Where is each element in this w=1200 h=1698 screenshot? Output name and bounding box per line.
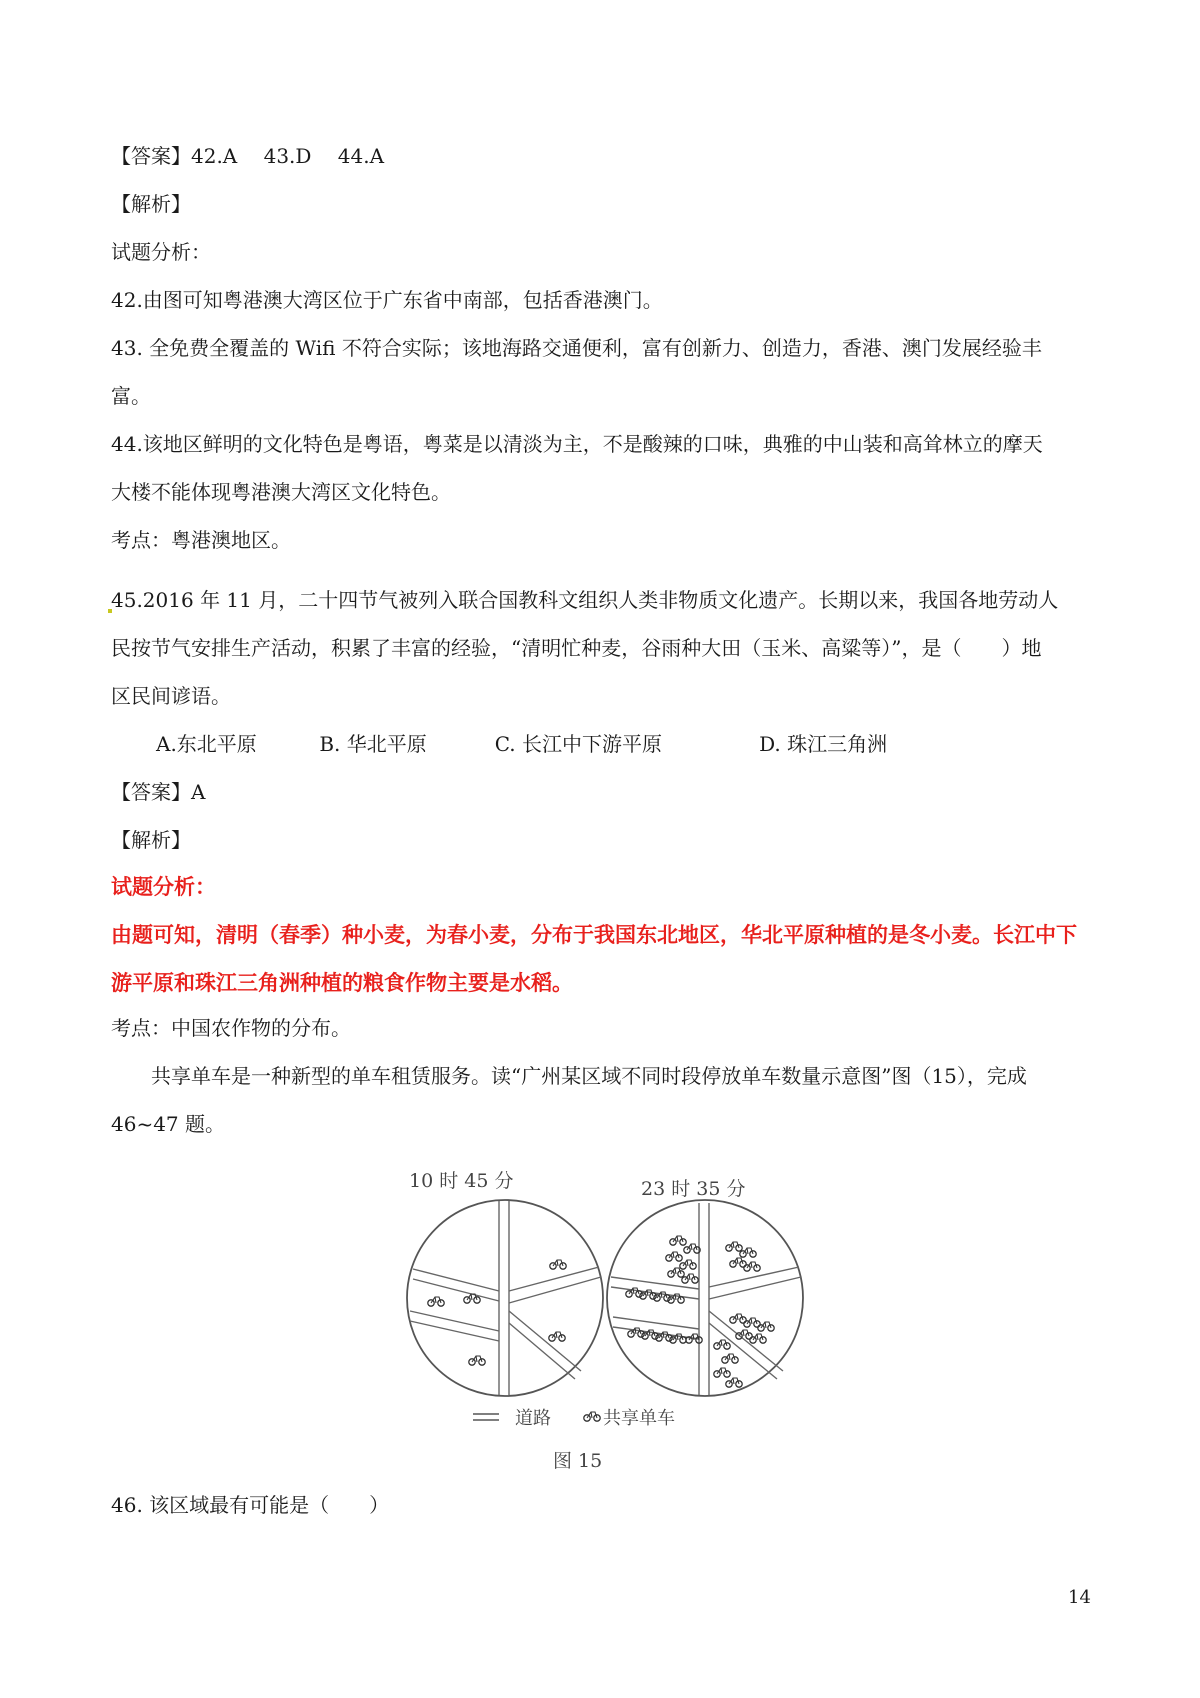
figure-caption: 图 15: [553, 1450, 603, 1472]
answer-line: 【答案】42.A 43.D 44.A: [111, 144, 385, 168]
option-b: B. 华北平原: [319, 732, 427, 756]
explanation-45-line2: 游平原和珠江三角洲种植的粮食作物主要是水稻。: [111, 971, 573, 995]
knowledge-point: 考点：中国农作物的分布。: [111, 1016, 351, 1040]
right-circle-map: [607, 1200, 803, 1396]
map-legend: [473, 1408, 675, 1429]
bike-icon: [584, 1412, 600, 1421]
question-45-options: [111, 730, 1101, 758]
legend-bike-label: 共享单车: [603, 1408, 675, 1429]
analysis-label: 试题分析：: [111, 240, 211, 264]
left-circle-map: [407, 1200, 603, 1396]
knowledge-point: 考点：粤港澳地区。: [111, 528, 291, 552]
legend-road-label: 道路: [515, 1408, 551, 1429]
right-time-label: 23 时 35 分: [641, 1178, 746, 1200]
option-d: D. 珠江三角洲: [759, 732, 888, 756]
explanation-43-line2: 富。: [111, 384, 151, 408]
analysis-heading: 【解析】: [111, 828, 191, 852]
explanation-42: 42.由图可知粤港澳大湾区位于广东省中南部，包括香港澳门。: [111, 288, 663, 312]
question-45-line1: 45.2016 年 11 月，二十四节气被列入联合国教科文组织人类非物质文化遗产。长期以来，我国各地劳动人: [111, 588, 1059, 612]
bike-map-figure: [395, 1165, 815, 1475]
question-45-line2: 民按节气安排生产活动，积累了丰富的经验，“清明忙种麦，谷雨种大田（玉米、高粱等）”，是（ ）地: [111, 636, 1042, 660]
option-c: C. 长江中下游平原: [494, 732, 663, 756]
analysis-heading: 【解析】: [111, 192, 191, 216]
question-46: 46. 该区域最有可能是（ ）: [111, 1493, 390, 1517]
explanation-45-line1: 由题可知，清明（春季）种小麦，为春小麦，分布于我国东北地区，华北平原种植的是冬小麦。长江中下: [111, 923, 1077, 947]
left-time-label: 10 时 45 分: [409, 1170, 514, 1192]
analysis-label-red: 试题分析：: [111, 875, 216, 899]
bike-map-svg: [395, 1165, 815, 1475]
explanation-44-line1: 44.该地区鲜明的文化特色是粤语，粤菜是以清淡为主，不是酸辣的口味，典雅的中山装和高耸林立的摩天: [111, 432, 1043, 456]
page-number: 14: [1068, 1587, 1091, 1608]
answer-line: 【答案】A: [111, 780, 206, 804]
explanation-43-line1: 43. 全免费全覆盖的 Wifi 不符合实际；该地海路交通便利，富有创新力、创造力，香港、澳门发展经验丰: [111, 336, 1042, 360]
option-a: A.东北平原: [156, 732, 257, 756]
explanation-44-line2: 大楼不能体现粤港澳大湾区文化特色。: [111, 480, 451, 504]
question-45-line3: 区民间谚语。: [111, 684, 231, 708]
intro-line2: 46~47 题。: [111, 1112, 226, 1136]
intro-line1: 共享单车是一种新型的单车租赁服务。读“广州某区域不同时段停放单车数量示意图”图（15），完成: [111, 1064, 1027, 1088]
